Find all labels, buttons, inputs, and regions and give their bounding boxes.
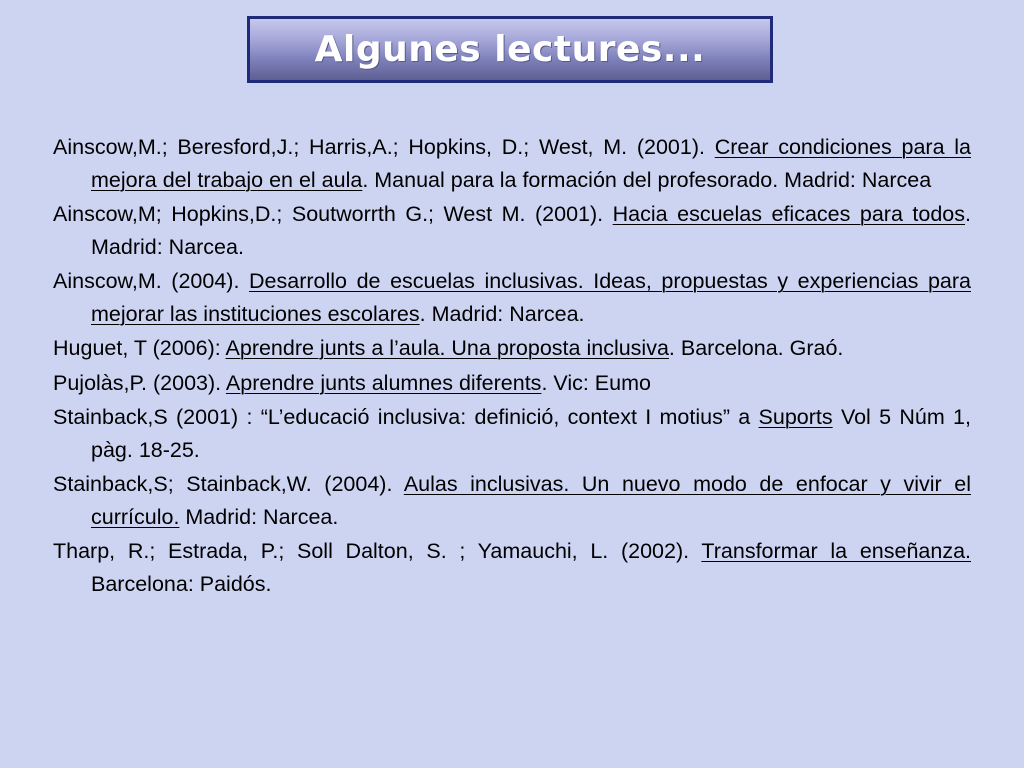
reference-authors: Huguet, T (2006): — [53, 336, 226, 360]
reference-publisher: Barcelona: Paidós. — [91, 571, 272, 596]
reference-item — [53, 131, 971, 196]
reference-title: Suports — [758, 405, 833, 429]
reference-authors: Stainback,S (2001) : “L’educació inclusiva: definició, context I motius” a — [53, 405, 759, 429]
reference-item — [53, 198, 971, 263]
reference-item — [53, 332, 971, 365]
reference-publisher: . Barcelona. Graó. — [668, 336, 844, 360]
reference-authors: Tharp, R.; Estrada, P.; Soll Dalton, S. ; Yamauchi, L. (2002). — [53, 539, 702, 563]
reference-publisher: Vol 5 Núm 1, pàg. 18-25. — [91, 405, 971, 462]
slide-title: Algunes lectures... — [314, 29, 706, 70]
reference-title: Desarrollo de escuelas inclusivas. Ideas, propuestas y experiencias para mejorar las instituciones escolares — [91, 269, 971, 326]
reference-publisher: . Manual para la formación del profesorado. Madrid: Narcea — [362, 167, 932, 192]
reference-item — [53, 367, 971, 400]
reference-list — [53, 131, 971, 602]
reference-title: Aprendre junts a l’aula. Una proposta inclusiva — [225, 336, 669, 360]
reference-item — [53, 535, 971, 600]
reference-authors: Stainback,S; Stainback,W. (2004). — [53, 472, 404, 496]
title-box — [247, 16, 773, 83]
reference-publisher: . Vic: Eumo — [541, 370, 651, 395]
reference-publisher: . Madrid: Narcea. — [419, 301, 585, 326]
reference-authors: Ainscow,M.; Beresford,J.; Harris,A.; Hopkins, D.; West, M. (2001). — [53, 135, 715, 159]
reference-title: Hacia escuelas eficaces para todos — [612, 202, 966, 226]
reference-authors: Ainscow,M. (2004). — [53, 269, 250, 293]
reference-item — [53, 401, 971, 466]
reference-title: Crear condiciones para la mejora del trabajo en el aula — [91, 135, 971, 192]
reference-title: Transformar la enseñanza. — [701, 539, 972, 563]
reference-publisher: Madrid: Narcea. — [179, 504, 339, 529]
reference-publisher: . Madrid: Narcea. — [91, 202, 972, 259]
reference-title: Aulas inclusivas. Un nuevo modo de enfocar y vivir el currículo. — [91, 472, 971, 529]
reference-item — [53, 265, 971, 330]
reference-title: Aprendre junts alumnes diferents — [225, 370, 542, 395]
reference-item — [53, 468, 971, 533]
reference-authors: Ainscow,M; Hopkins,D.; Soutworrth G.; West M. (2001). — [53, 202, 613, 226]
reference-authors: Pujolàs,P. (2003). — [53, 370, 226, 395]
